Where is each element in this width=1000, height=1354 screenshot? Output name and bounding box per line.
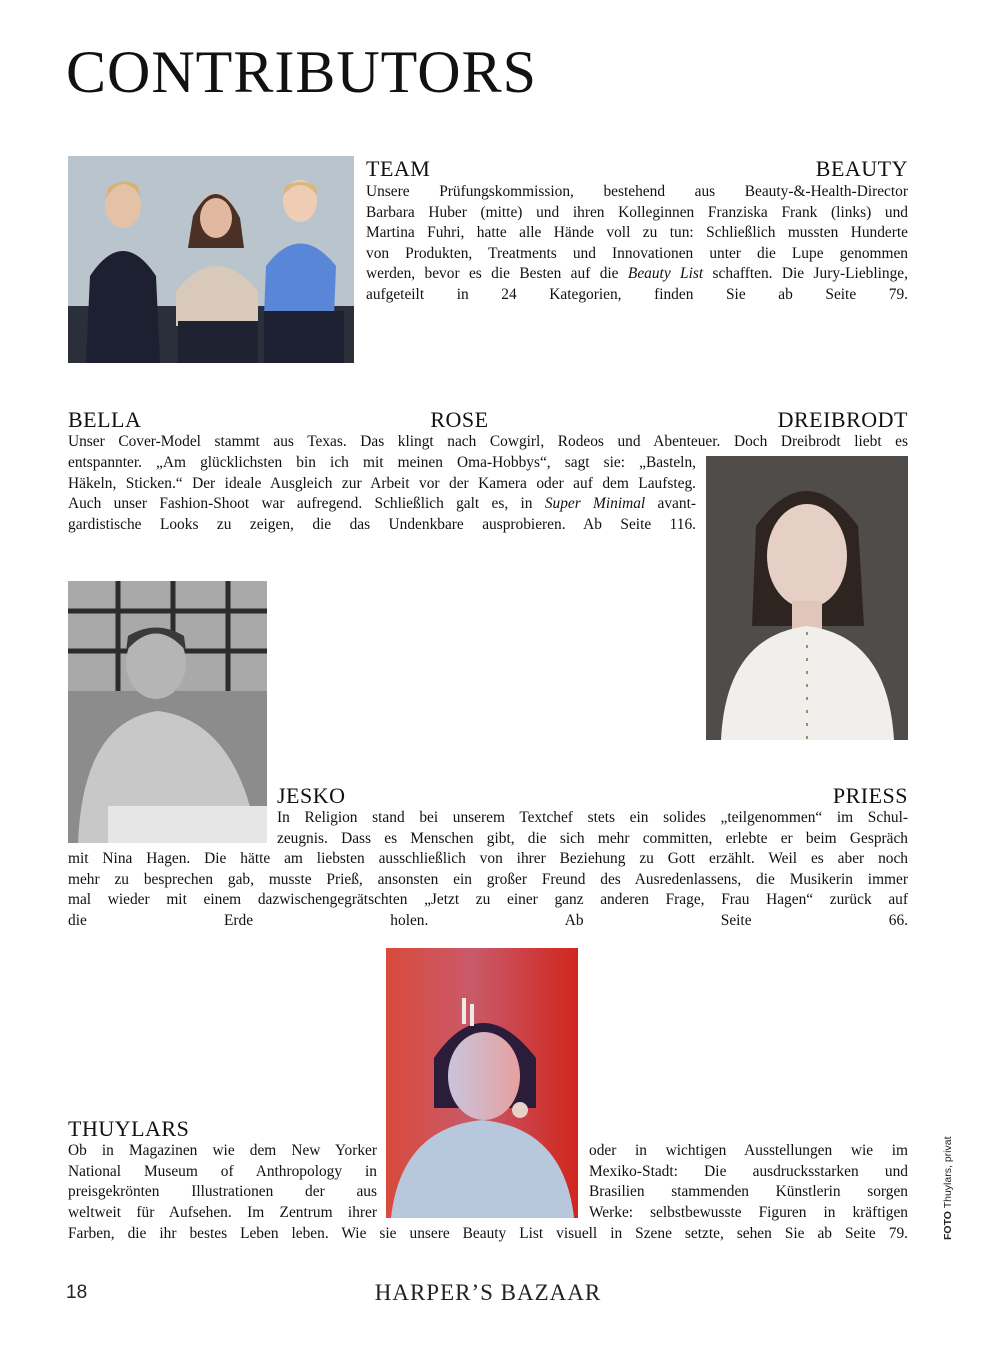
jesko-line-2: zeugnis. Dass es Menschen gibt, die sich mehr committen, erlebte er beim Gespräch xyxy=(277,829,908,847)
bella-name-2: ROSE xyxy=(430,407,489,432)
photo-credit xyxy=(942,1137,954,1241)
thuylars-left-line-1: Ob in Magazinen wie dem New Yorker xyxy=(68,1142,377,1159)
team-line-6: aufgeteilt in 24 Kategorien, finden Sie ab Seite 79. xyxy=(366,285,908,303)
team-line-1: Unsere Prüfungskommission, bestehend aus Beauty-&-Health-Director xyxy=(366,183,908,200)
bella-line-5: gardistische Looks zu zeigen, die das Undenkbare ausprobieren. Ab Seite 116. xyxy=(68,515,696,533)
magazine-name: HARPER’S BAZAAR xyxy=(374,1280,602,1305)
thuylars-left-line-4: weltweit für Aufsehen. Im Zentrum ihrer xyxy=(68,1203,377,1221)
jesko-line-4: mehr zu besprechen gab, musste Prieß, ansonsten ein großer Freund des Ausredenlassens, die Musikerin immer xyxy=(68,870,908,888)
thuylars-left-line-3: preisgekrönten Illustrationen der aus xyxy=(68,1183,377,1201)
bella-line-1: Unser Cover-Model stammt aus Texas. Das klingt nach Cowgirl, Rodeos und Abenteuer. Doch Dreibrodt liebt es xyxy=(68,433,908,450)
jesko-line-1: In Religion stand bei unserem Textchef stets ein solides „teilgenommen“ im Schul- xyxy=(277,809,908,826)
team-name-right: BEAUTY xyxy=(815,156,908,181)
page-title: CONTRIBUTORS xyxy=(66,39,537,105)
team-line-2: Barbara Huber (mitte) und ihren Kolleginnen Franziska Frank (links) und xyxy=(366,203,908,221)
jesko-line-3: mit Nina Hagen. Die hätte am liebsten ausschließlich von ihrer Beziehung zu Gott erzählt. Weil es aber noch xyxy=(68,850,908,867)
thuylars-right-line-2: Mexiko-Stadt: Die ausdrucksstarken und xyxy=(589,1162,908,1180)
team-beauty-heading xyxy=(366,157,908,181)
bella-heading xyxy=(68,408,908,432)
page-number: 18 xyxy=(66,1282,88,1303)
team-line-3: Martina Fuhri, hatte alle Hände voll zu tun: Schließlich mussten Hunderte xyxy=(366,224,908,242)
thuylars-left-line-2: National Museum of Anthropology in xyxy=(68,1162,377,1180)
team-beauty-text xyxy=(366,182,908,306)
team-beauty-photo xyxy=(68,156,354,363)
thuylars-right-line-3: Brasilien stammenden Künstlerin sorgen xyxy=(589,1183,908,1201)
thuylars-heading xyxy=(68,1117,189,1141)
jesko-line-5: mal wieder mit einem dazwischengegrätschten „Jetzt zu einer ganz anderen Frage, Frau Hagen“ zurück auf xyxy=(68,891,908,909)
thuylars-text-right xyxy=(589,1141,908,1223)
bella-photo xyxy=(706,456,908,740)
jesko-photo xyxy=(68,581,267,843)
photo-credit-text: Thuylars, privat xyxy=(942,1136,954,1209)
thuylars-last-line: Farben, die ihr bestes Leben leben. Wie sie unsere Beauty List visuell in Szene setzte, sehen Sie ab Seite 79. xyxy=(68,1225,908,1242)
thuylars-right-line-4: Werke: selbstbewusste Figuren in kräftigen xyxy=(589,1203,908,1221)
jesko-text-wide xyxy=(68,849,908,931)
team-name-left: TEAM xyxy=(366,156,431,181)
jesko-text-narrow xyxy=(277,808,908,849)
thuylars-photo xyxy=(386,948,578,1218)
bella-name-1: BELLA xyxy=(68,407,142,432)
jesko-line-6: die Erde holen. Ab Seite 66. xyxy=(68,911,908,929)
thuylars-name: THUYLARS xyxy=(68,1116,190,1141)
jesko-heading xyxy=(277,784,908,808)
jesko-name-right: PRIESS xyxy=(832,783,908,808)
thuylars-right-line-1: oder in wichtigen Ausstellungen wie im xyxy=(589,1142,908,1159)
team-line-5: werden, bevor es die Besten auf die Beauty List schafften. Die Jury-Lieblinge, xyxy=(366,265,908,283)
jesko-name-left: JESKO xyxy=(277,783,346,808)
bella-name-3: DREIBRODT xyxy=(777,407,908,432)
bella-text xyxy=(68,453,696,535)
team-line-4: von Produkten, Treatments und Innovationen unter die Lupe genommen xyxy=(366,244,908,262)
photo-credit-label: FOTO xyxy=(942,1211,954,1240)
bella-line-4: Auch unser Fashion-Shoot war aufregend. Schließlich galt es, in Super Minimal avant- xyxy=(68,495,696,513)
bella-line-3: Häkeln, Sticken.“ Der ideale Ausgleich zur Arbeit vor der Kamera oder auf dem Laufsteg. xyxy=(68,474,696,492)
thuylars-text-left xyxy=(68,1141,377,1223)
bella-line-2: entspannter. „Am glücklichsten bin ich mit meinen Oma-Hobbys“, sagt sie: „Basteln, xyxy=(68,454,696,471)
